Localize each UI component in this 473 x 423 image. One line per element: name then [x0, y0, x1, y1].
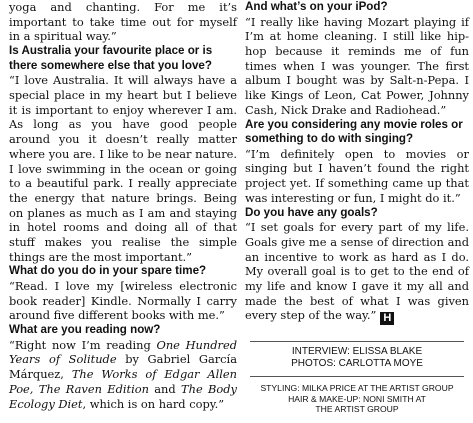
answer-text: , which is on hard copy.”	[82, 396, 225, 411]
answer-paragraph	[245, 220, 469, 325]
question-heading: What are you reading now?	[9, 323, 161, 337]
credits-interview-photos	[250, 346, 464, 370]
styling-credit: STYLING: MILKA PRICE AT THE ARTIST GROUP	[260, 383, 454, 393]
answer-paragraph: “I’m definitely open to movies or singing but I haven’t found the right project yet. If something came up that was interesting or fun, I might do it.”	[245, 146, 469, 205]
question-heading: Are you considering any movie roles or something to do with singing?	[245, 117, 463, 146]
book-title: The Works of Edgar Allen Poe, The Raven Edition	[9, 367, 237, 396]
answer-text: by Gabriel García Márquez,	[9, 352, 237, 382]
answer-paragraph: “Read. I love my [wireless electronic book reader] Kindle. Normally I carry around five different books with me.”	[9, 279, 237, 323]
question-heading: What do you do in your spare time?	[9, 264, 207, 278]
answer-text: “I set goals for every part of my life. Goals give me a sense of direction and an incentive to work as hard as I do. My overall goal is to get to the end of my life and know I gave it my all and made the best of what I was given every step of the way.”	[245, 220, 469, 323]
photos-credit: PHOTOS: CARLOTTA MOYE	[291, 358, 423, 369]
question-heading: Is Australia your favourite place or is there somewhere else that you love?	[9, 44, 213, 72]
question-heading: Do you have any goals?	[245, 205, 378, 219]
answer-paragraph: “I love Australia. It will always have a special place in my heart but I believe it is important to enjoy wherever I am. As long as you have good people around you it doesn’t really matter where you are. I like to be near nature. I love swimming in the ocean or going to a beautiful park. I really appreciate the energy that nature brings. Being on planes as much as I am and staying in hotel rooms and doing all of that stuff makes you realise the simple things are the most important.”	[9, 73, 237, 264]
interview-credit: INTERVIEW: ELISSA BLAKE	[291, 346, 423, 357]
hair-makeup-credit-cont: THE ARTIST GROUP	[315, 404, 399, 415]
hair-makeup-credit: HAIR & MAKE-UP: NONI SMITH AT	[288, 393, 426, 404]
answer-paragraph: “I really like having Mozart playing if I’m at home cleaning. I still like hip-hop because it reminds me of fun times when I was younger. The first album I bought was by Salt-n-Pepa. I like Kings of Leon, Cat Power, Johnny Cash, Nick Drake and Radiohead.”	[245, 14, 469, 117]
credits-top-divider	[250, 341, 464, 342]
credits-styling	[250, 383, 464, 415]
question-heading: And what’s on your iPod?	[245, 0, 388, 13]
credits-middle-divider	[250, 376, 464, 377]
right-column	[245, 0, 469, 325]
answer-paragraph	[9, 338, 237, 412]
answer-paragraph: yoga and chanting. For me it’s important to take time out for myself in a spiritual way.”	[9, 0, 237, 44]
book-title: One Hundred Years of Solitude	[9, 337, 237, 367]
answer-text: “Right now I’m reading	[9, 337, 157, 352]
answer-text: and	[148, 381, 182, 396]
end-mark-logo: H	[380, 312, 394, 325]
book-title: The Body Ecology Diet	[9, 381, 237, 411]
left-column	[9, 0, 237, 411]
